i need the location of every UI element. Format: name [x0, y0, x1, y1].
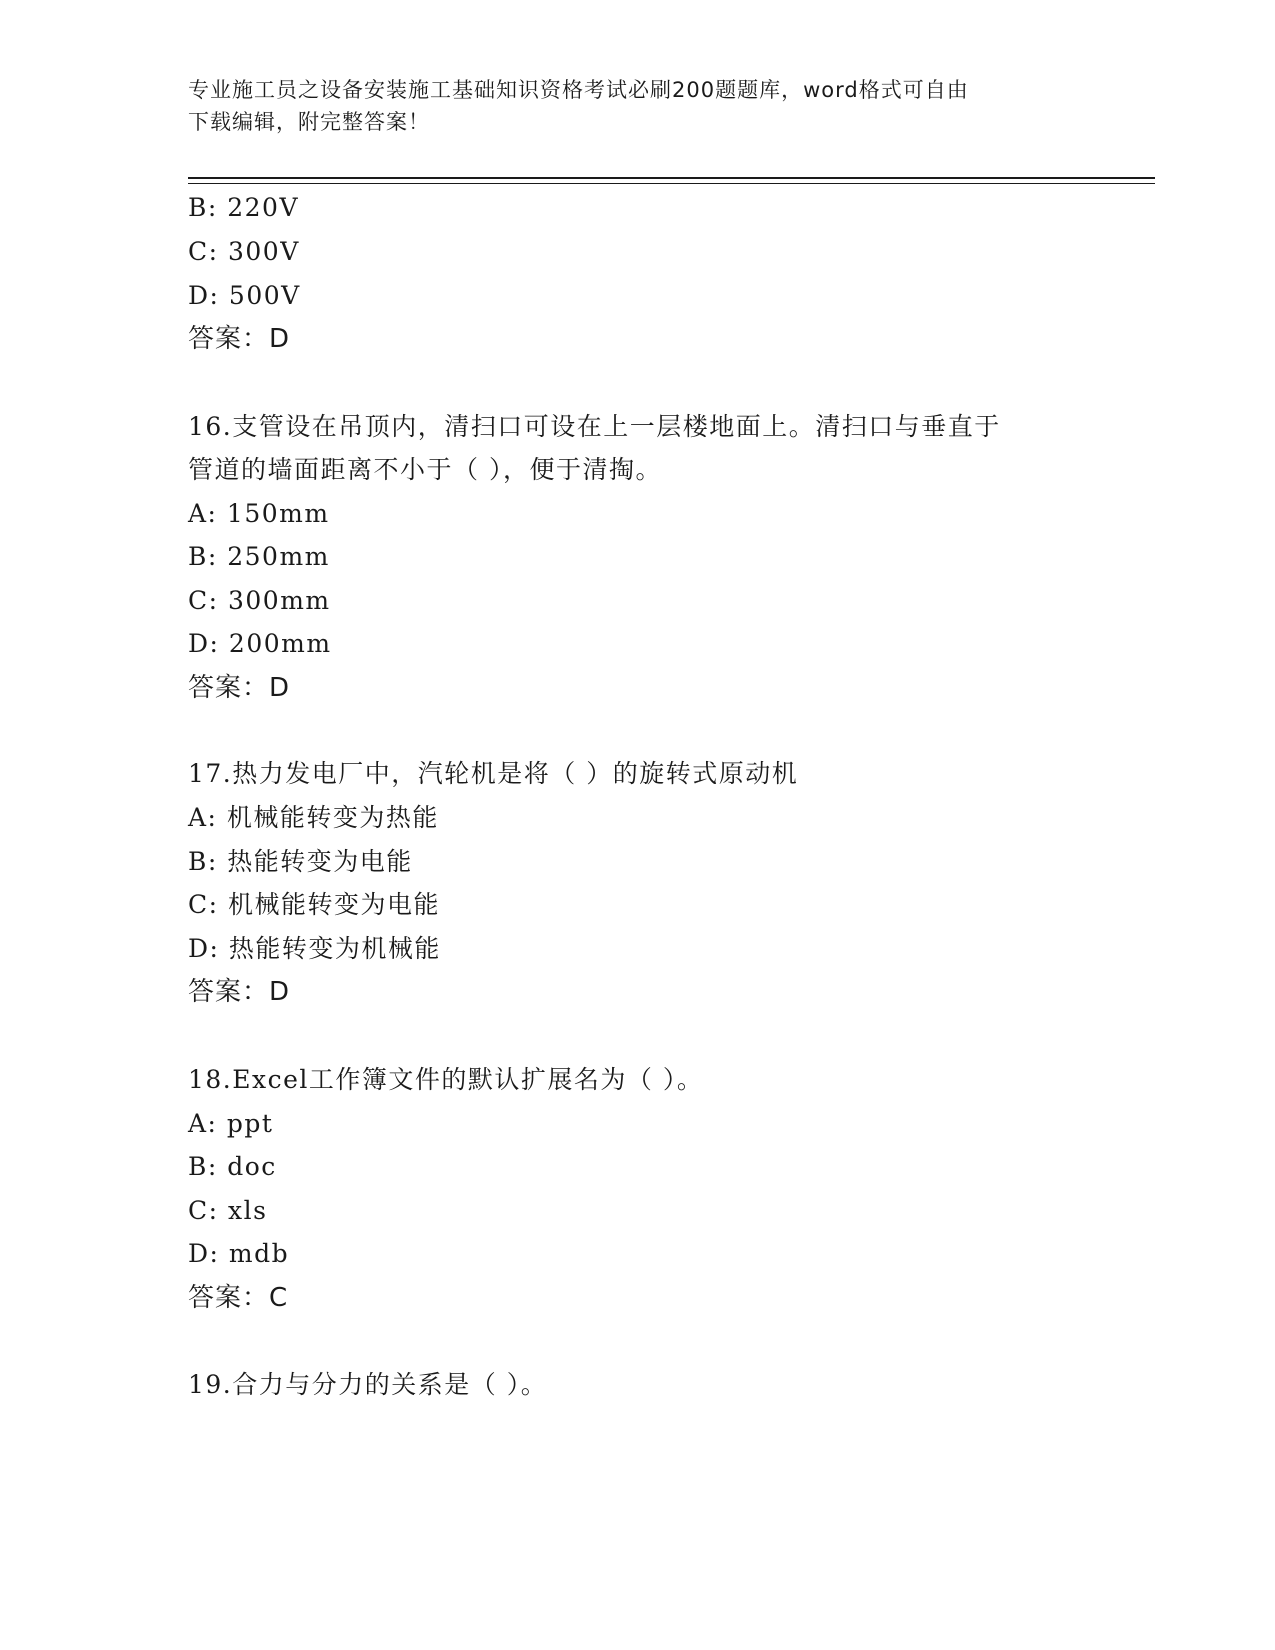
header-title-line-1: 专业施工员之设备安装施工基础知识资格考试必刷200题题库，word格式可自由 [188, 78, 969, 102]
header-divider-thin [188, 183, 1155, 184]
q18-answer: 答案：C [188, 1283, 289, 1313]
q15-option-d: D: 500V [188, 281, 301, 310]
q16-answer: 答案：D [188, 673, 291, 703]
q15-answer: 答案：D [188, 324, 291, 354]
document-header [188, 74, 1088, 138]
q19-stem: 19.合力与分力的关系是（ ）。 [188, 1370, 548, 1399]
q17-stem: 17.热力发电厂中，汽轮机是将（ ）的旋转式原动机 [188, 759, 799, 788]
q17-option-a: A: 机械能转变为热能 [188, 803, 439, 832]
q16-stem-line-2: 管道的墙面距离不小于（ ），便于清掏。 [188, 455, 662, 484]
q17-option-c: C: 机械能转变为电能 [188, 890, 440, 919]
q16-option-d: D: 200mm [188, 629, 332, 658]
q18-option-d: D: mdb [188, 1239, 290, 1268]
q15-option-c: C: 300V [188, 237, 300, 266]
q18-option-a: A: ppt [188, 1109, 274, 1138]
q17-option-b: B: 热能转变为电能 [188, 847, 413, 876]
q16-stem-line-1: 16.支管设在吊顶内，清扫口可设在上一层楼地面上。清扫口与垂直于 [188, 412, 1001, 441]
q18-option-b: B: doc [188, 1152, 277, 1181]
q17-option-d: D: 热能转变为机械能 [188, 934, 441, 963]
q18-stem: 18.Excel工作簿文件的默认扩展名为（ ）。 [188, 1065, 704, 1094]
q16-option-c: C: 300mm [188, 586, 331, 615]
header-divider-thick [188, 177, 1155, 179]
q18-option-c: C: xls [188, 1196, 268, 1225]
q16-option-a: A: 150mm [188, 499, 330, 528]
q17-answer: 答案：D [188, 977, 291, 1007]
q15-option-b: B: 220V [188, 193, 300, 222]
header-title-line-2: 下载编辑，附完整答案！ [188, 110, 430, 134]
q16-option-b: B: 250mm [188, 542, 330, 571]
